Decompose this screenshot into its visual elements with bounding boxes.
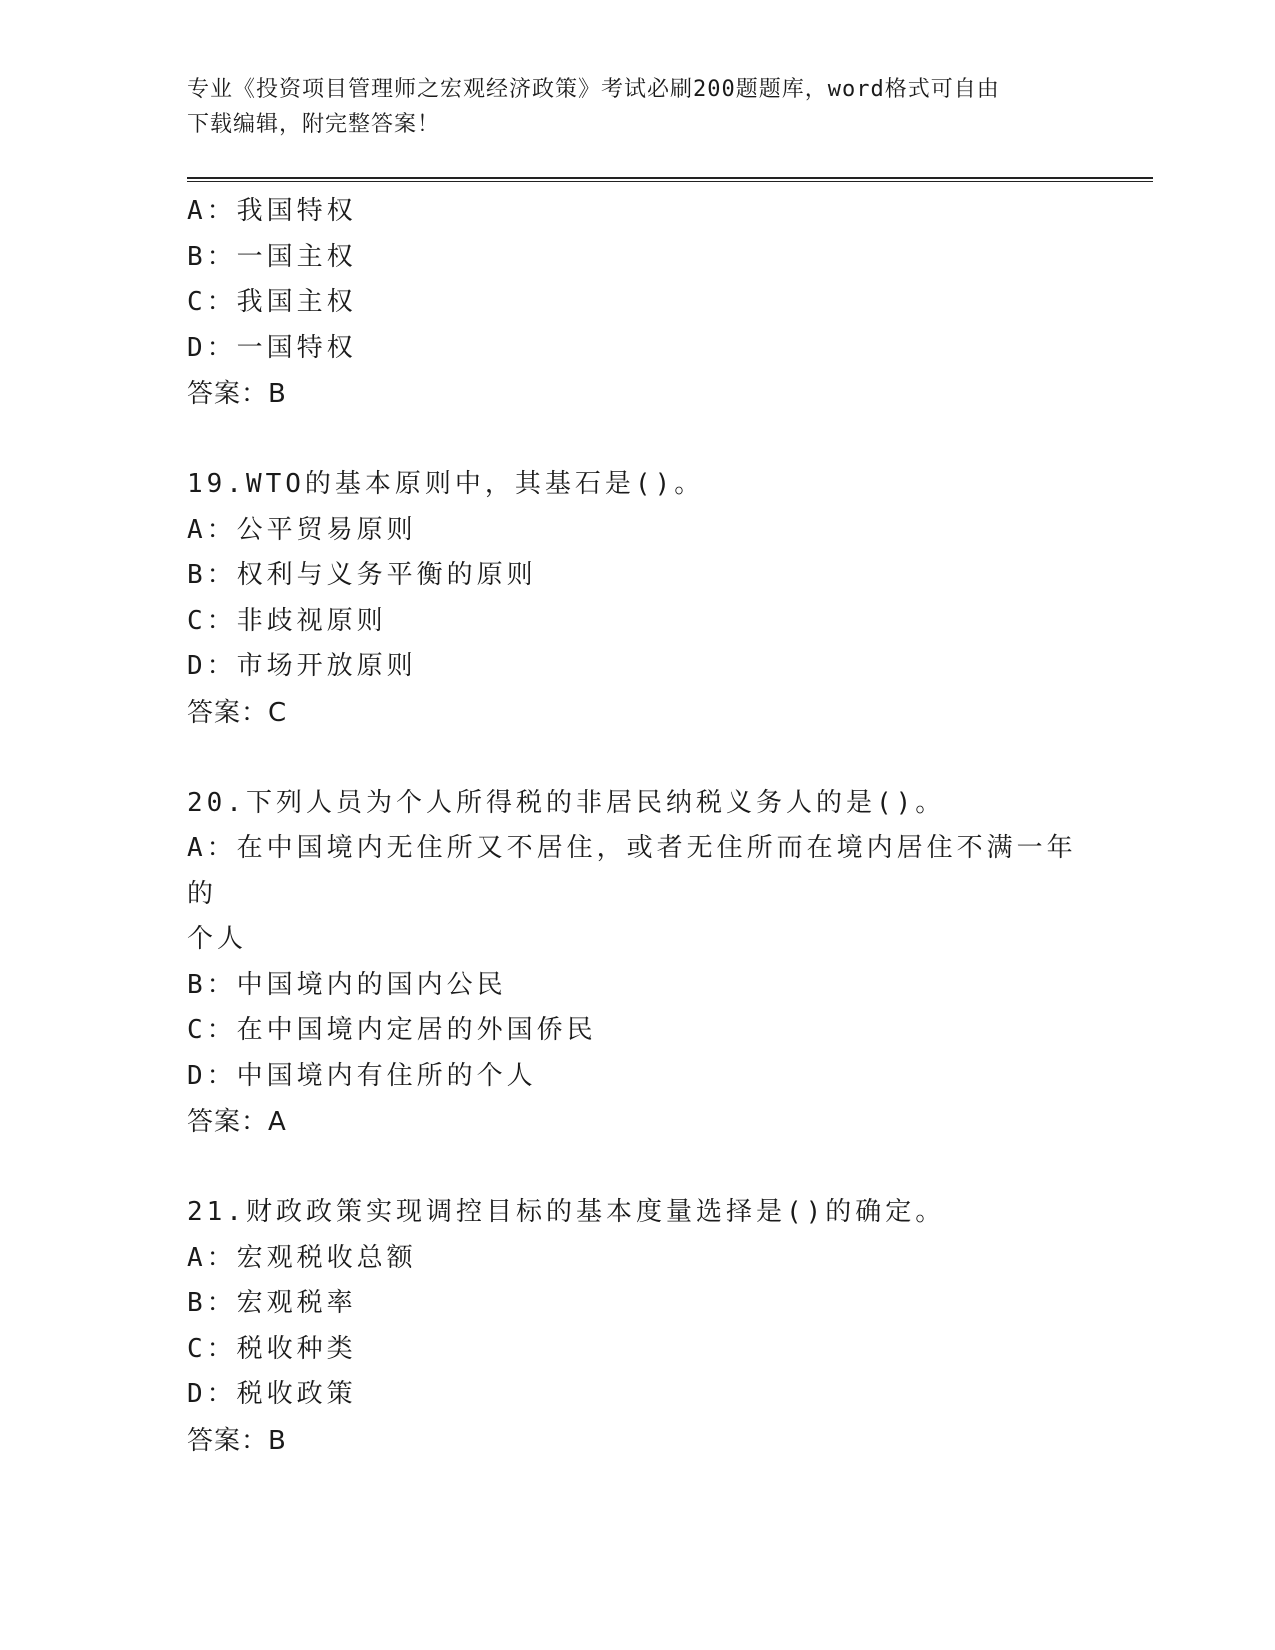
option-c: C：我国主权 xyxy=(187,287,357,317)
option-a: A：宏观税收总额 xyxy=(187,1242,417,1273)
option-b: B：宏观税率 xyxy=(187,1288,357,1318)
spacer xyxy=(187,1145,1087,1190)
option-b: B：中国境内的国内公民 xyxy=(187,969,507,1000)
option-a: A：我国特权 xyxy=(187,196,357,226)
option-b: B：一国主权 xyxy=(187,241,357,272)
spacer xyxy=(187,417,1087,462)
header-divider xyxy=(187,177,1153,182)
question-text: 20.下列人员为个人所得税的非居民纳税义务人的是()。 xyxy=(187,787,946,818)
answer: 答案：A xyxy=(187,1107,287,1137)
question-text: 21.财政政策实现调控目标的基本度量选择是()的确定。 xyxy=(187,1197,946,1227)
option-d: D：税收政策 xyxy=(187,1379,357,1409)
question-21-block xyxy=(187,1190,1087,1464)
option-c: C：非歧视原则 xyxy=(187,605,387,636)
question-19-block xyxy=(187,462,1087,736)
option-a-continued: 个人 xyxy=(187,924,248,954)
option-d: D：市场开放原则 xyxy=(187,651,417,681)
option-d: D：中国境内有住所的个人 xyxy=(187,1060,537,1091)
option-a: A：在中国境内无住所又不居住，或者无住所而在境内居住不满一年的 xyxy=(187,833,1077,909)
header-line-1: 专业《投资项目管理师之宏观经济政策》考试必刷200题题库，word格式可自由 xyxy=(187,77,1000,102)
question-18-block xyxy=(187,189,1087,417)
option-d: D：一国特权 xyxy=(187,332,357,363)
header-line-2: 下载编辑，附完整答案！ xyxy=(187,112,441,137)
option-b: B：权利与义务平衡的原则 xyxy=(187,560,537,590)
answer: 答案：B xyxy=(187,1425,287,1456)
option-a: A：公平贸易原则 xyxy=(187,514,417,545)
answer: 答案：C xyxy=(187,697,288,728)
option-c: C：在中国境内定居的外国侨民 xyxy=(187,1015,597,1045)
question-text: 19.WTO的基本原则中，其基石是()。 xyxy=(187,469,705,499)
question-20-block xyxy=(187,781,1087,1146)
question-list xyxy=(187,189,1087,1464)
answer: 答案：B xyxy=(187,379,287,409)
spacer xyxy=(187,736,1087,781)
option-c: C：税收种类 xyxy=(187,1333,357,1364)
document-header xyxy=(187,72,1067,142)
